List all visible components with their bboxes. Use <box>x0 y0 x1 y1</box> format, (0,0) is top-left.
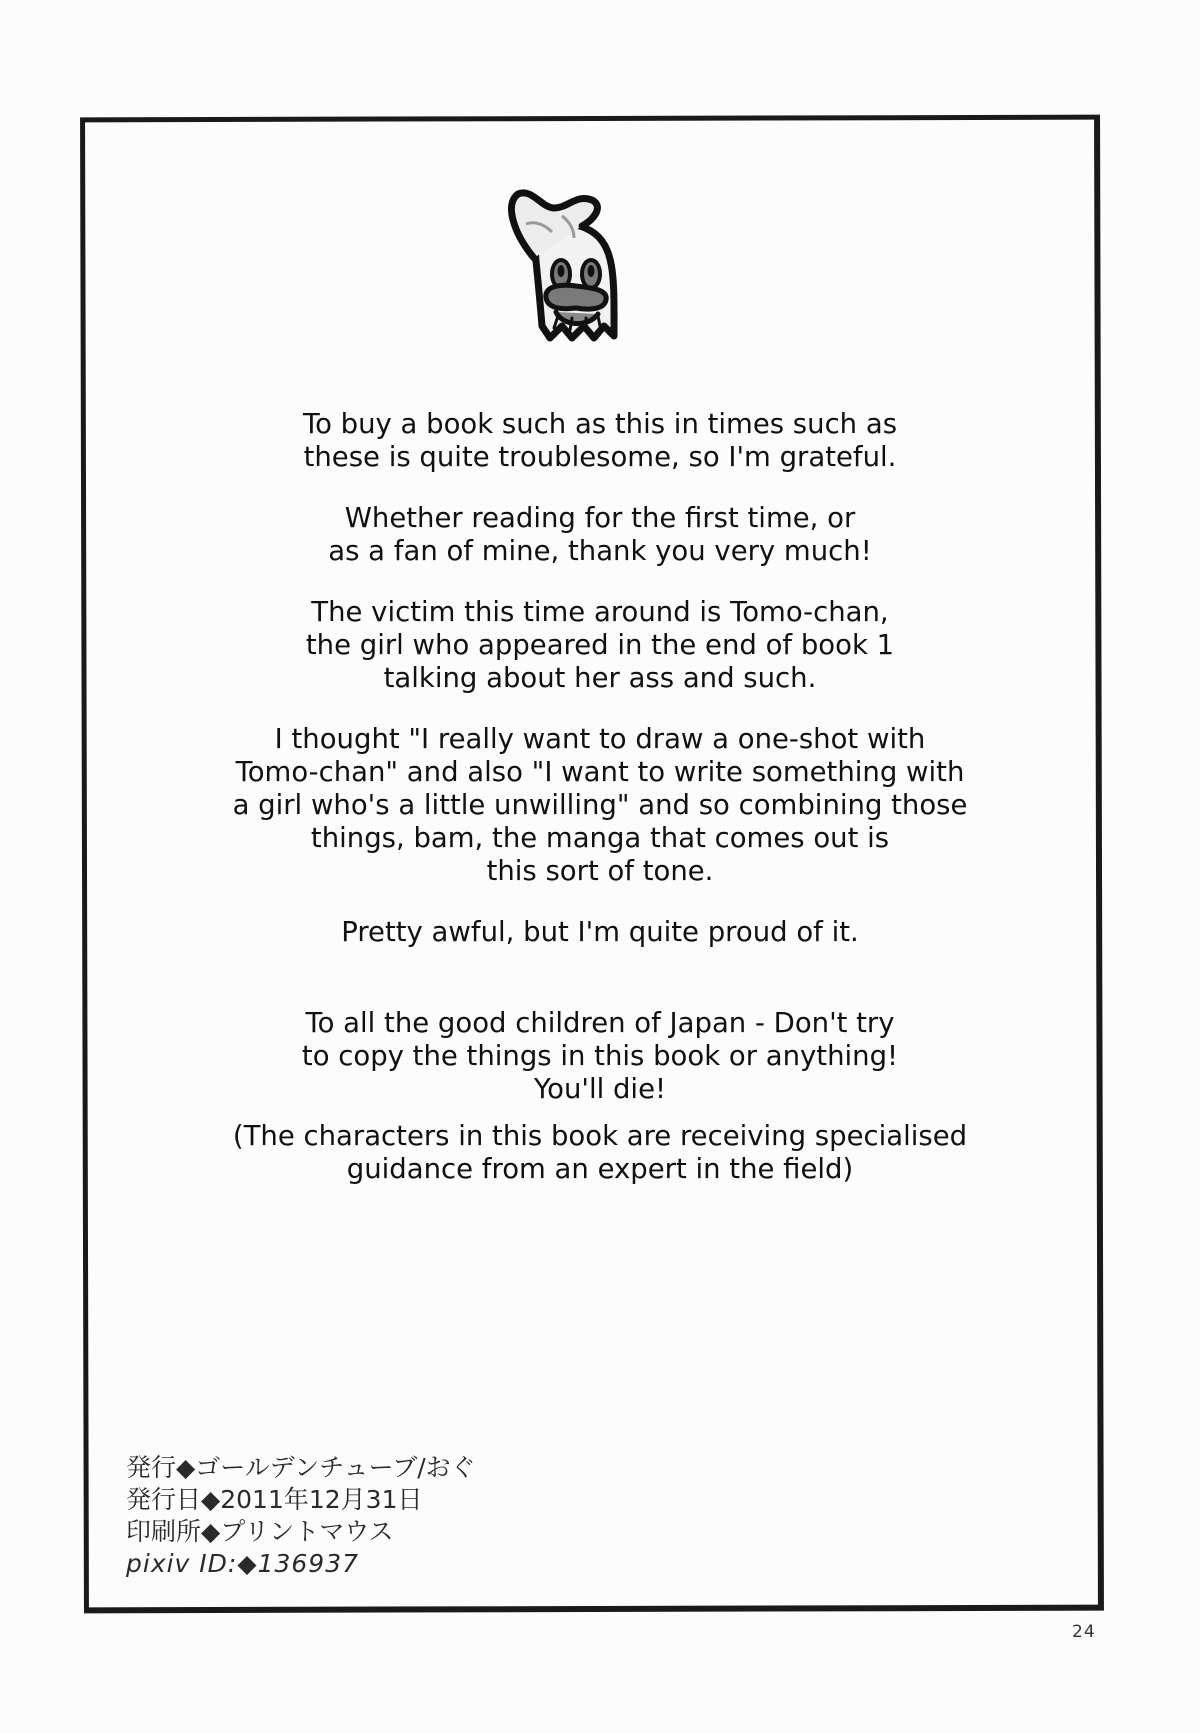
colophon-pixiv-id: pixiv ID:◆136937 <box>126 1549 360 1578</box>
paragraph-gratitude <box>190 408 1010 474</box>
paragraph-disclaimer <box>190 1120 1010 1186</box>
text-line: talking about her ass and such. <box>383 662 817 694</box>
text-line: Tomo-chan" and also "I want to write something with <box>235 756 965 788</box>
ghost-bird-mascot-icon <box>496 186 676 376</box>
text-line: Whether reading for the first time, or <box>344 502 856 534</box>
paragraph-proud <box>190 916 1010 949</box>
text-line: these is quite troublesome, so I'm grateful. <box>303 441 897 473</box>
text-line: to copy the things in this book or anything! <box>301 1040 899 1072</box>
text-line: I thought "I really want to draw a one-shot with <box>274 723 926 755</box>
text-line: To all the good children of Japan - Don't try <box>305 1007 895 1039</box>
afterword-message <box>190 408 1010 1214</box>
paragraph-motivation <box>190 723 1010 888</box>
text-line: the girl who appeared in the end of book 1 <box>305 629 895 661</box>
page-number: 24 <box>1072 1622 1096 1642</box>
text-line: as a fan of mine, thank you very much! <box>328 535 872 567</box>
colophon-publisher: 発行◆ゴールデンチューブ/おぐ <box>126 1453 476 1482</box>
text-line: (The characters in this book are receiving specialised <box>232 1120 968 1152</box>
paragraph-victim <box>190 596 1010 695</box>
text-line: Pretty awful, but I'm quite proud of it. <box>341 916 859 948</box>
text-line: this sort of tone. <box>486 855 714 887</box>
paragraph-warning <box>190 1007 1010 1106</box>
text-line: guidance from an expert in the field) <box>346 1153 854 1185</box>
text-line: The victim this time around is Tomo-chan, <box>311 596 889 628</box>
colophon <box>126 1452 476 1580</box>
text-line: You'll die! <box>533 1073 667 1105</box>
paragraph-thanks <box>190 502 1010 568</box>
text-line: things, bam, the manga that comes out is <box>310 822 890 854</box>
text-line: a girl who's a little unwilling" and so combining those <box>232 789 968 821</box>
colophon-printer: 印刷所◆プリントマウス <box>126 1517 394 1546</box>
text-line: To buy a book such as this in times such as <box>302 408 898 440</box>
colophon-publish-date: 発行日◆2011年12月31日 <box>126 1485 423 1514</box>
